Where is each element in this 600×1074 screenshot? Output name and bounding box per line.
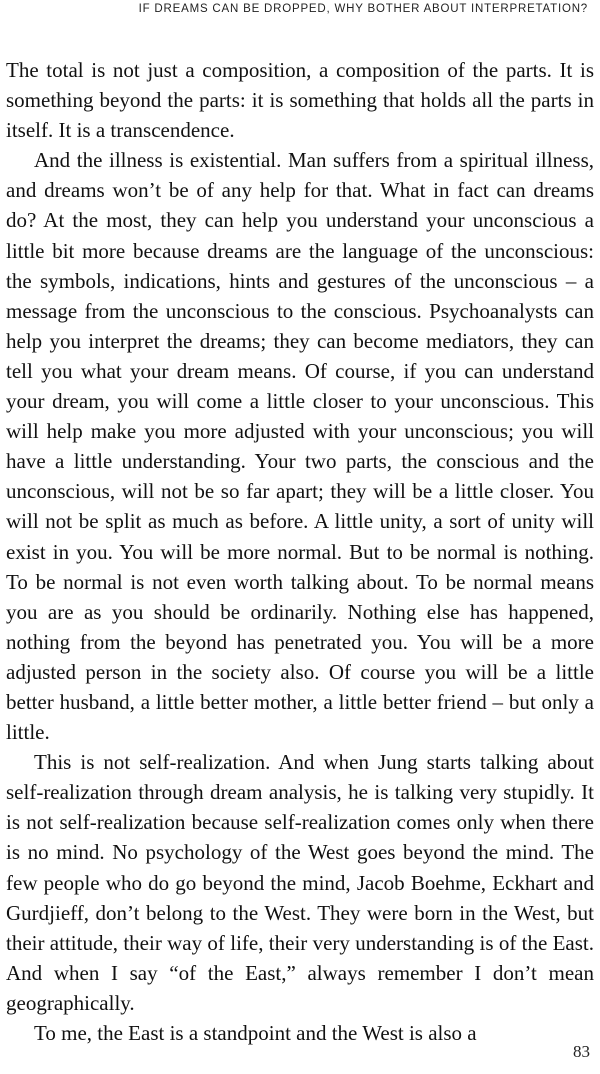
paragraph-4: To me, the East is a standpoint and the West is also a [34,1021,477,1045]
running-head: IF DREAMS CAN BE DROPPED, WHY BOTHER ABOUT INTERPRETATION? [138,3,588,15]
paragraph-3: This is not self-realization. And when Jung starts talking about self-realization through dream analysis, he is talking very stupidly. It is not self-realization because self-realization comes only when there is no mind. No psychology of the West goes beyond the mind. The few people who do go beyond the mind, Jacob Boehme, Eckhart and Gurdjieff, don’t belong to the West. They were born in the West, but their attitude, their way of life, their very understanding is of the East. And when I say “of the East,” always remember I don’t mean geographically. [6,750,594,1015]
body-text [6,55,594,1048]
paragraph-2: And the illness is existential. Man suffers from a spiritual illness, and dreams won’t be of any help for that. What in fact can dreams do? At the most, they can help you understand your unconscious a little bit more because dreams are the language of the unconscious: the symbols, indications, hints and gestures of the unconscious – a message from the unconscious to the conscious. Psychoanalysts can help you interpret the dreams; they can become mediators, they can tell you what your dream means. Of course, if you can understand your dream, you will come a little closer to your unconscious. This will help make you more adjusted with your unconscious; you will have a little understanding. Your two parts, the conscious and the unconscious, will not be so far apart; they will be a little closer. You will not be split as much as before. A little unity, a sort of unity will exist in you. You will be more normal. But to be normal is nothing. To be normal is not even worth talking about. To be normal means you are as you should be ordinarily. Nothing else has happened, nothing from the beyond has penetrated you. You will be a more adjusted person in the society also. Of course you will be a little better husband, a little better mother, a little better friend – but only a little. [6,148,594,745]
paragraph-1: The total is not just a composition, a composition of the parts. It is something beyond the parts: it is something that holds all the parts in itself. It is a transcendence. [6,58,594,143]
page-number: 83 [573,1042,590,1061]
